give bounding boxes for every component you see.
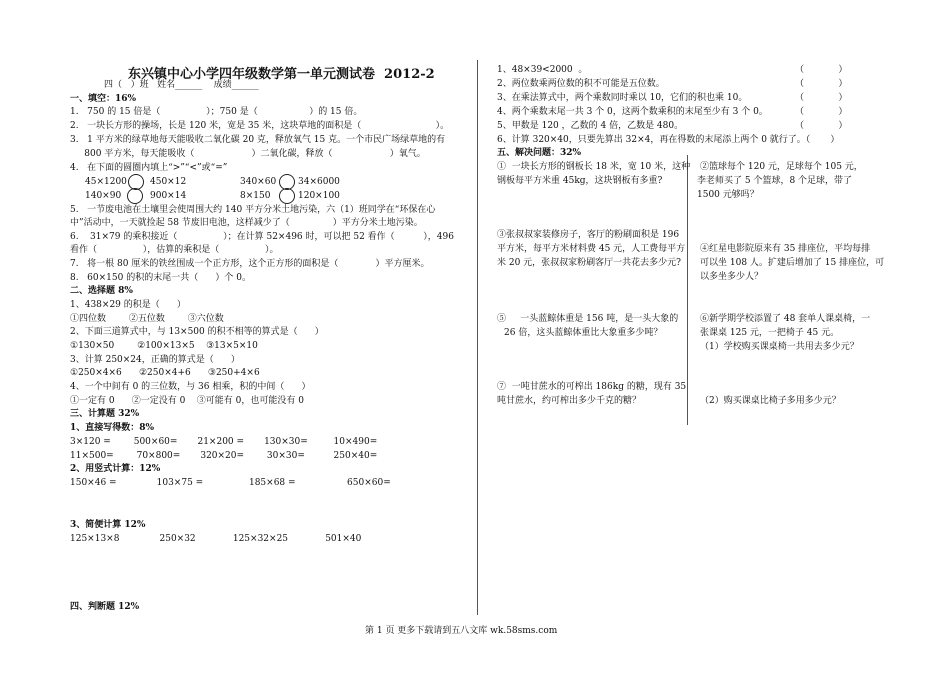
page-footer: 第 1 页 更多下载请到五八文库 wk.58sms.com <box>365 626 558 636</box>
direct-calc-heading: 1、直接写得数：8% <box>70 423 155 433</box>
judge-q3: 3、在乘法算式中，两个乘数同时乘以 10，它们的积也乘 10。 <box>497 93 748 103</box>
simple-calc-heading: 3、简便计算 12% <box>70 520 146 530</box>
word-problem-3-line3: 米 20 元，张叔叔家粉刷客厅一共花去多少元? <box>497 258 682 268</box>
word-problem-6-line2: 张课桌 125 元，一把椅子 45 元。 <box>700 328 840 338</box>
direct-calc-row-2: 11×500= 70×800= 320×20= 30×30= 250×40= <box>70 451 378 461</box>
word-problem-7-line2: 吨甘蔗水，约可榨出多少千克的糖？ <box>497 396 642 406</box>
problem-column-divider <box>687 155 688 425</box>
word-problem-1-line1: ① 一块长方形的钢板长 18 米，宽 10 米，这种 <box>497 162 691 172</box>
fill-q3-line2: 800 平方米，每天能吸收（ ）二氧化碳，释放（ ）氧气。 <box>70 149 426 159</box>
judge-q6: 6、计算 320×40，只要先算出 32×4，再在得数的末尾添上两个 0 就行了。（ ） <box>497 135 840 145</box>
page-title: 东兴镇中心小学四年级数学第一单元测试卷 2012-2 <box>128 67 435 82</box>
choice-q2-options: ①130×50 ②100×13×5 ③13×5×10 <box>70 341 258 351</box>
word-problem-4-line3: 以多坐多少人？ <box>700 272 764 282</box>
class-name-score-line: 四（ ）班 姓名______ 成绩______ <box>104 80 259 90</box>
compare-circle[interactable] <box>127 188 143 204</box>
section-choice-heading: 二、选择题 8% <box>70 286 133 296</box>
section-word-problem-heading: 五、解决问题：32% <box>497 148 582 158</box>
choice-q1-options: ①四位数 ②五位数 ③六位数 <box>70 314 224 324</box>
section-calc-heading: 三、计算题 32% <box>70 409 140 419</box>
fill-q6-line2: 看作（ ），估算的乘积是（ ）。 <box>70 245 279 255</box>
fill-q6-line1: 6. 31×79 的乘积接近（ ）；在计算 52×496 时，可以把 52 看作（ ），496 <box>70 232 454 242</box>
compare-item: 34×6000 <box>298 177 340 187</box>
word-problem-3-line2: 平方米，每平方米材料费 45 元，人工费每平方 <box>497 244 686 254</box>
choice-q3-options: ①250×4×6 ②250×4+6 ③250+4×6 <box>70 368 260 378</box>
judge-q5: 5、甲数是 120 ，乙数的 4 倍，乙数是 480。 <box>497 121 684 131</box>
fill-q4: 4. 在下面的圆圈内填上“>”“<”或“=” <box>70 163 228 173</box>
column-divider <box>477 60 478 615</box>
judge-answer-bracket: （ ） <box>795 121 848 131</box>
fill-q2: 2. 一块长方形的操场，长是 120 米，宽是 35 米，这块草地的面积是（ ）。 <box>70 121 450 131</box>
judge-q2: 2、两位数乘两位数的积不可能是五位数。 <box>497 79 665 89</box>
choice-q3: 3、计算 250×24，正确的算式是（ ） <box>70 355 240 365</box>
compare-item: 45×1200 <box>85 177 127 187</box>
word-problem-7-line1: ⑦ 一吨甘蔗水的可榨出 186kg 的糖，现有 35 <box>497 382 687 392</box>
word-problem-6-part2: （2）购买课桌比椅子多用多少元？ <box>700 396 841 406</box>
judge-q4: 4、两个乘数末尾一共 3 个 0，这两个数乘积的末尾至少有 3 个 0。 <box>497 107 768 117</box>
word-problem-6-part1: （1）学校购买课桌椅一共用去多少元？ <box>700 342 859 352</box>
fill-q8: 8. 60×150 的积的末尾一共（ ）个 0。 <box>70 273 251 283</box>
judge-answer-bracket: （ ） <box>795 93 848 103</box>
word-problem-6-line1: ⑥新学期学校添置了 48 套单人课桌椅，一 <box>700 314 871 324</box>
fill-q7: 7. 将一根 80 厘米的铁丝围成一个正方形，这个正方形的面积是（ ）平方厘米。 <box>70 259 430 269</box>
compare-item: 140×90 <box>85 191 122 201</box>
fill-q5-line2: 中”活动中，一天就捡起 58 节废旧电池，这样减少了（ ）平方分米土地污染。 <box>70 218 423 228</box>
compare-circle[interactable] <box>279 188 295 204</box>
word-problem-5-line1: ⑤ 一头蓝鲸体重是 156 吨，是一头大象的 <box>497 314 679 324</box>
compare-item: 900×14 <box>150 191 187 201</box>
word-problem-3-line1: ③张叔叔家装修房子，客厅的粉刷面积是 196 <box>497 230 680 240</box>
direct-calc-row-1: 3×120 = 500×60= 21×200 = 130×30= 10×490= <box>70 437 378 447</box>
section-judge-heading: 四、判断题 12% <box>70 602 140 612</box>
word-problem-4-line2: 可以坐 108 人。扩建后增加了 15 排座位，可 <box>700 258 885 268</box>
vertical-calc-heading: 2、用竖式计算：12% <box>70 464 161 474</box>
choice-q1: 1、438×29 的积是（ ） <box>70 300 186 310</box>
judge-q1: 1、48×39<2000 。 <box>497 65 588 75</box>
fill-q5-line1: 5. 一节废电池在土壤里会使周围大约 140 平方分米土地污染，六（1）班同学在“环保在心 <box>70 205 436 215</box>
word-problem-2-line2: 李老师买了 5 个篮球，8 个足球，带了 <box>697 176 853 186</box>
vertical-calc-row: 150×46 = 103×75 = 185×68 = 650×60= <box>70 478 391 488</box>
simple-calc-row: 125×13×8 250×32 125×32×25 501×40 <box>70 534 362 544</box>
word-problem-5-line2: 26 倍，这头蓝鲸体重比大象重多少吨？ <box>504 328 663 338</box>
choice-q2: 2、下面三道算式中，与 13×500 的积不相等的算式是（ ） <box>70 327 324 337</box>
compare-item: 450×12 <box>150 177 187 187</box>
section-fill-blank-heading: 一、填空：16% <box>70 94 137 104</box>
word-problem-1-line2: 钢板每平方米重 45kg，这块钢板有多重? <box>497 176 663 186</box>
judge-answer-bracket: （ ） <box>795 65 848 75</box>
word-problem-2-line3: 1500 元够吗？ <box>697 190 759 200</box>
fill-q3-line1: 3. 1 平方米的绿草地每天能吸收二氧化碳 20 克，释放氧气 15 克。一个市民广场绿草地的有 <box>70 135 446 145</box>
judge-answer-bracket: （ ） <box>795 79 848 89</box>
word-problem-4-line1: ④红星电影院原来有 35 排座位，平均每排 <box>700 244 871 254</box>
compare-item: 120×100 <box>298 191 340 201</box>
fill-q1: 1. 750 的 15 倍是（ ）；750 是（ ）的 15 倍。 <box>70 107 363 117</box>
choice-q4-options: ①一定有 0 ②一定没有 0 ③可能有 0，也可能没有 0 <box>70 396 304 406</box>
judge-answer-bracket: （ ） <box>795 107 848 117</box>
compare-item: 340×60 <box>240 177 277 187</box>
word-problem-2-line1: ②篮球每个 120 元，足球每个 105 元， <box>700 162 863 172</box>
choice-q4: 4、一个中间有 0 的三位数，与 36 相乘，积的中间（ ） <box>70 382 311 392</box>
compare-item: 8×150 <box>240 191 271 201</box>
